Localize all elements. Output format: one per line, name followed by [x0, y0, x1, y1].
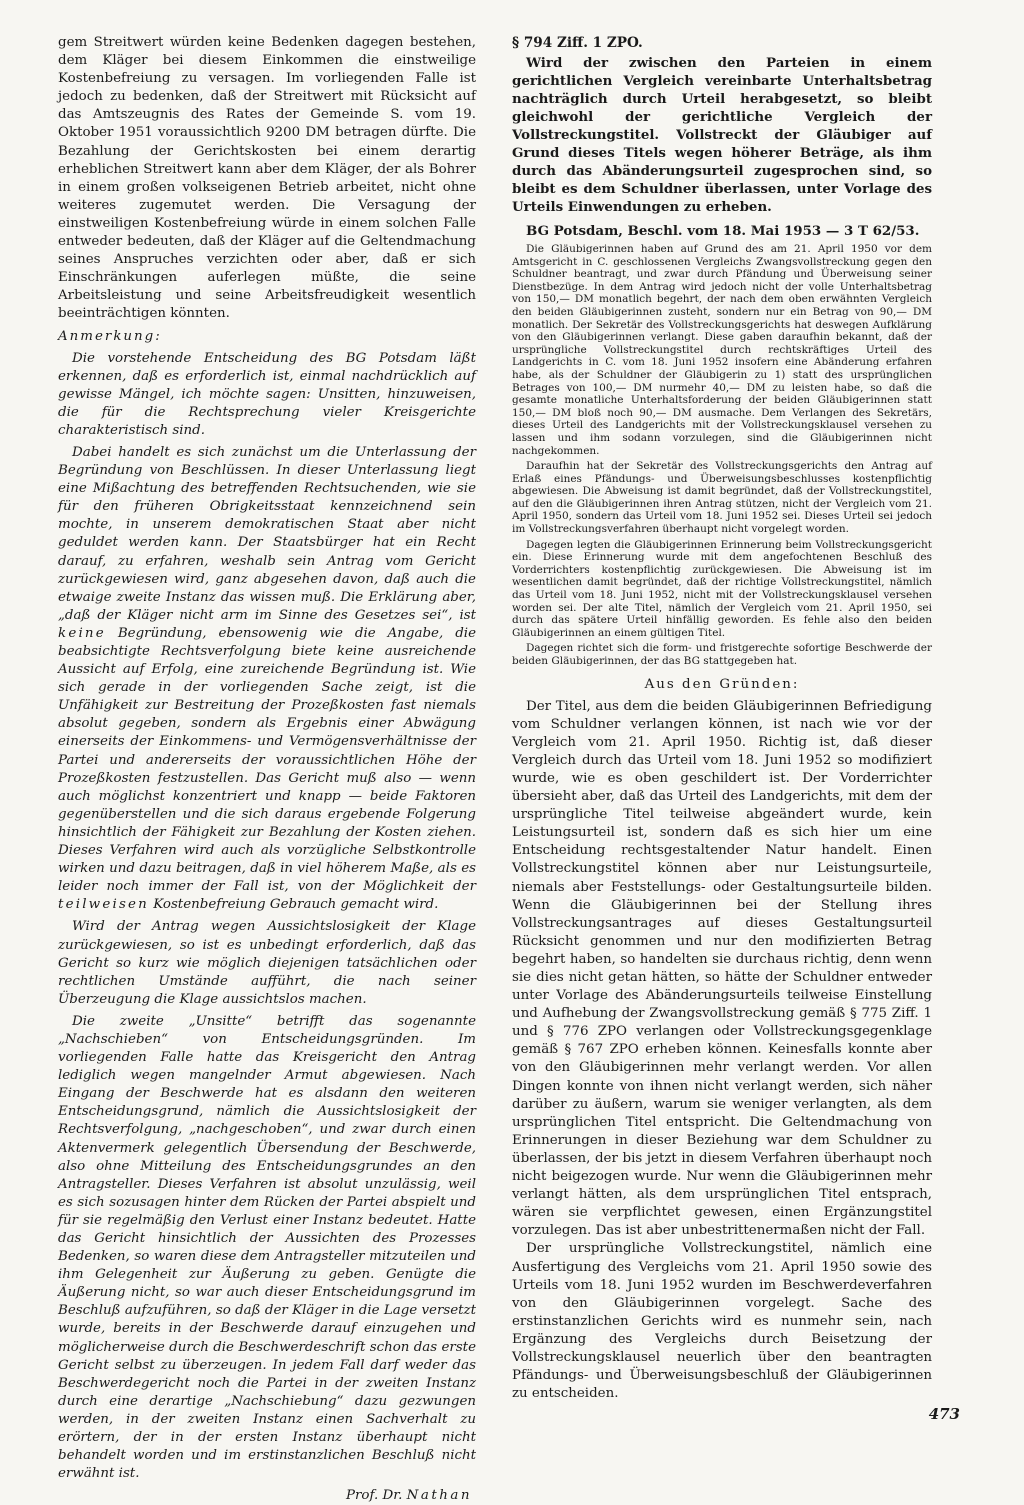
page-number: 473	[928, 1405, 960, 1423]
statute-reference: § 794 Ziff. 1 ZPO.	[512, 35, 643, 51]
headnote: Wird der zwischen den Parteien in einem gerichtlichen Vergleich vereinbarte Unterhaltsbetrag nachträglich durch Urteil herabgesetzt, so bleibt gleichwohl der gerichtliche Vergleich der Vollstreckungstitel. Vollstreckt der Gläubiger auf Grund dieses Titels wegen höherer Beträge, als ihm durch das Abänderungsurteil zugesprochen sind, so bleibt es dem Schuldner überlassen, unter Vorlage des Urteils Einwendungen zu erheben.	[512, 55, 932, 215]
reasons-paragraph-2: Der ursprüngliche Vollstreckungstitel, nämlich eine Ausfertigung des Vergleichs vom 21. April 1950 sowie des Urteils vom 18. Juni 1952 wurden im Beschwerdeverfahren von den Gläubigerinnen vorgelegt. Sache des erstinstanzlichen Gerichts wird es nunmehr sein, nach Ergänzung des Vergleichs durch Beisetzung der Vollstreckungsklausel neuerlich über den beantragten Pfändungs- und Überweisungsbeschluß der Gläubigerinnen zu entscheiden.	[512, 1241, 932, 1402]
note-paragraph-1: Die vorstehende Entscheidung des BG Potsdam läßt erkennen, daß es erforderlich ist, einmal nachdrücklich auf gewisse Mängel, ich möchte sagen: Unsitten, hinzuweisen, die für die Rechtsprechung vieler Kreisgerichte charakteristisch sind.	[58, 350, 476, 438]
note-paragraph-2-part-b: Begründung, ebensowenig wie die Angabe, die beabsichtigte Rechtsverfolgung biete keine ausreichende Aussicht auf Erfolg, eine zureichende Begründung ist. Wie sich gerade in der vorliegenden Sache zeigt, ist die Unfähigkeit zur Bestreitung der Prozeßkosten fast niemals absolut gegeben, sondern als Ergebnis einer Abwägung einerseits der Einkommens- und Vermögensverhältnisse der Partei und andererseits der voraussichtlichen Höhe der Prozeßkosten festzustellen. Das Gericht muß also — wenn auch möglichst konzentriert und knapp — beide Faktoren gegenüberstellen und die sich daraus ergebende Folgerung hinsichtlich der Fähigkeit zur Bezahlung der Kosten ziehen. Dieses Verfahren wird auch als vorzügliche Selbstkontrolle wirken und dazu beitragen, daß in viel höherem Maße, als es leider noch immer der Fall ist, von der Möglichkeit der	[58, 625, 476, 895]
left-column	[58, 34, 476, 1505]
emphasis-keine: keine	[58, 625, 106, 641]
note-paragraph-4: Die zweite „Unsitte“ betrifft das sogenannte „Nachschieben“ von Entscheidungsgründen. Im vorliegenden Falle hatte das Kreisgericht den Antrag lediglich wegen mangelnder Armut abgewiesen. Nach Eingang der Beschwerde hat es alsdann den weiteren Entscheidungsgrund, nämlich die Aussichtslosigkeit der Rechtsverfolgung, „nachgeschoben“, und zwar durch einen Aktenvermerk gelegentlich Übersendung der Beschwerde, also ohne Mitteilung des Entscheidungsgrundes an den Antragsteller. Dieses Verfahren ist absolut unzulässig, weil es sich sozusagen hinter dem Rücken der Partei abspielt und für sie regelmäßig den Verlust einer Instanz bedeutet. Hatte das Gericht hinsichtlich der Aussichten des Prozesses Bedenken, so waren diese dem Antragsteller mitzuteilen und ihm Gelegenheit zur Äußerung zu geben. Genügte die Äußerung nicht, so war auch dieser Entscheidungsgrund im Beschluß aufzuführen, so daß der Kläger in die Lage versetzt wurde, bereits in der Beschwerde darauf einzugehen und möglicherweise durch die Beschwerdeschrift schon das erste Gericht selbst zu überzeugen. In jedem Fall darf weder das Beschwerdegericht noch die Partei in der zweiten Instanz durch eine derartige „Nachschiebung“ dazu gezwungen werden, in der zweiten Instanz einen Sachverhalt zu erörtern, der in der ersten Instanz überhaupt nicht behandelt worden und im erstinstanzlichen Beschluß nicht erwähnt ist.	[58, 1013, 476, 1482]
facts-paragraph-2: Daraufhin hat der Sekretär des Vollstreckungsgerichts den Antrag auf Erlaß eines Pfändungs- und Überweisungsbeschlusses kostenpflichtig abgewiesen. Die Abweisung ist damit begründet, daß der Vollstreckungstitel, auf den die Gläubigerinnen ihren Antrag stützen, nicht der Vergleich vom 21. April 1950, sondern das Urteil vom 18. Juni 1952 sei. Dieses Urteil sei jedoch im Vollstreckungsverfahren überhaupt nicht vorgelegt worden.	[512, 460, 932, 536]
reasons-paragraph-1: Der Titel, aus dem die beiden Gläubigerinnen Befriedigung vom Schuldner verlangen können, ist nach wie vor der Vergleich vom 21. April 1950. Richtig ist, daß dieser Vergleich durch das Urteil vom 18. Juni 1952 so modifiziert wurde, wie es oben geschildert ist. Der Vorderrichter übersieht aber, daß das Urteil des Landgerichts, mit dem der ursprüngliche Titel teilweise abgeändert wurde, kein Leistungsurteil ist, sondern daß es sich hier um eine Entscheidung rechtsgestaltender Natur handelt. Einen Vollstreckungstitel können aber nur Leistungsurteile, niemals aber Feststellungs- oder Gestaltungsurteile bilden. Wenn die Gläubigerinnen bei der Stellung ihres Vollstreckungsantrages auf dieses Gestaltungsurteil Rücksicht genommen und nur den modifizierten Betrag begehrt haben, so handelten sie durchaus richtig, denn wenn sie dies nicht getan hätten, so hätte der Schuldner entweder unter Vorlage des Abänderungsurteils teilweise Einstellung und Aufhebung der Zwangsvollstreckung gemäß § 775 Ziff. 1 und § 776 ZPO verlangen oder Vollstreckungsgegenklage gemäß § 767 ZPO erheben können. Keinesfalls konnte aber von den Gläubigerinnen mehr verlangt werden. Vor allen Dingen konnte von ihnen nicht verlangt werden, sich näher darüber zu äußern, warum sie weniger verlangten, als dem ursprünglichen Titel entspricht. Die Geltendmachung von Erinnerungen in dieser Beziehung war dem Schuldner zu überlassen, der bis jetzt in diesem Verfahren überhaupt noch nicht beigezogen wurde. Nur wenn die Gläubigerinnen mehr verlangt hätten, als dem ursprünglichen Titel entsprach, wären sie verpflichtet gewesen, einen Ergänzungstitel vorzulegen. Das ist aber unbestrittenermaßen nicht der Fall.	[512, 698, 932, 1239]
author-signature	[58, 1487, 476, 1505]
note-heading: Anmerkung:	[58, 328, 162, 344]
reasons-heading: Aus den Gründen:	[644, 676, 800, 692]
facts-paragraph-1: Die Gläubigerinnen haben auf Grund des am 21. April 1950 vor dem Amtsgericht in C. geschlossenen Vergleichs Zwangsvollstreckung gegen den Schuldner beantragt, und zwar durch Pfändung und Überweisung seiner Dienstbezüge. In dem Antrag wird jedoch nicht der volle Unterhaltsbetrag von 150,— DM monatlich begehrt, der nach dem oben erwähnten Vergleich den beiden Gläubigerinnen zusteht, sondern nur ein Betrag von 90,— DM monatlich. Der Sekretär des Vollstreckungsgerichts hat deswegen Aufklärung von den Gläubigerinnen verlangt. Diese gaben daraufhin bekannt, daß der ursprüngliche Vollstreckungstitel durch rechtskräftiges Urteil des Landgerichts in C. vom 18. Juni 1952 insofern eine Abänderung erfahren habe, als der Schuldner der Gläubigerin zu 1) statt des ursprünglichen Betrages von 100,— DM nurmehr 40,— DM zu leisten habe, so daß die gesamte monatliche Unterhaltsforderung der beiden Gläubigerinnen statt 150,— DM bloß noch 90,— DM ausmache. Dem Verlangen des Sekretärs, dieses Urteil des Landgerichts mit der Vollstreckungsklausel versehen zu lassen und ihm sodann vorzulegen, sind die Gläubigerinnen nicht nachgekommen.	[512, 243, 932, 457]
facts-paragraph-4: Dagegen richtet sich die form- und fristgerechte sofortige Beschwerde der beiden Gläubigerinnen, der das BG stattgegeben hat.	[512, 642, 932, 667]
note-paragraph-3: Wird der Antrag wegen Aussichtslosigkeit der Klage zurückgewiesen, so ist es unbedingt erforderlich, daß das Gericht so kurz wie möglich diejenigen tatsächlichen oder rechtlichen Umstände aufführt, die nach seiner Überzeugung die Klage aussichtslos machen.	[58, 919, 476, 1007]
decision-paragraph-end: gem Streitwert würden keine Bedenken dagegen bestehen, dem Kläger bei diesem Einkommen die einstweilige Kostenbefreiung zu versagen. Im vorliegenden Falle ist jedoch zu bedenken, daß der Streitwert mit Rücksicht auf das Amtszeugnis des Rates der Gemeinde S. vom 19. Oktober 1951 voraussichtlich 9200 DM betragen dürfte. Die Bezahlung der Gerichtskosten bei einem derartig erheblichen Streitwert kann aber dem Kläger, der als Bohrer in einem großen volkseigenen Betrieb arbeitet, nicht ohne weiteres zugemutet werden. Die Versagung der einstweiligen Kostenbefreiung würde in einem solchen Falle entweder bedeuten, daß der Kläger auf die Geltendmachung seines Anspruches verzichten oder aber, daß er sich Einschränkungen auferlegen müßte, die seine Arbeitsleistung und seine Arbeitsfreudigkeit wesentlich beeinträchtigen könnten.	[58, 35, 476, 322]
note-paragraph-2	[58, 444, 476, 914]
note-paragraph-2-part-a: Dabei handelt es sich zunächst um die Unterlassung der Begründung von Beschlüssen. In dieser Unterlassung liegt eine Mißachtung des betreffenden Rechtsuchenden, wie sie für den früheren Obrigkeitsstaat kennzeichnend sein mochte, in unserem demokratischen Staat aber nicht geduldet werden kann. Der Staatsbürger hat ein Recht darauf, zu erfahren, weshalb sein Antrag vom Gericht zurückgewiesen wird, ganz abgesehen davon, daß auch die etwaige zweite Instanz das wissen muß. Die Erklärung aber, „daß der Kläger nicht arm im Sinne des Gesetzes sei“, ist	[58, 444, 476, 623]
emphasis-teilweisen: teilweisen	[58, 897, 149, 913]
right-column	[512, 34, 932, 1403]
court-citation: BG Potsdam, Beschl. vom 18. Mai 1953 — 3 T 62/53.	[526, 223, 920, 239]
author-name: Nathan	[406, 1488, 472, 1504]
note-paragraph-2-part-c: Kostenbefreiung Gebrauch gemacht wird.	[153, 897, 439, 913]
author-prefix: Prof. Dr.	[346, 1488, 403, 1504]
facts-paragraph-3: Dagegen legten die Gläubigerinnen Erinnerung beim Vollstreckungsgericht ein. Diese Erinnerung wurde mit dem angefochtenen Beschluß des Vorderrichters kostenpflichtig zurückgewiesen. Die Abweisung ist im wesentlichen damit begründet, daß der richtige Vollstreckungstitel, nämlich das Urteil vom 18. Juni 1952, nicht mit der Vollstreckungsklausel versehen worden sei. Der alte Titel, nämlich der Vergleich vom 21. April 1950, sei durch das spätere Urteil hinfällig geworden. Es fehle also den beiden Gläubigerinnen an einem gültigen Titel.	[512, 538, 932, 639]
